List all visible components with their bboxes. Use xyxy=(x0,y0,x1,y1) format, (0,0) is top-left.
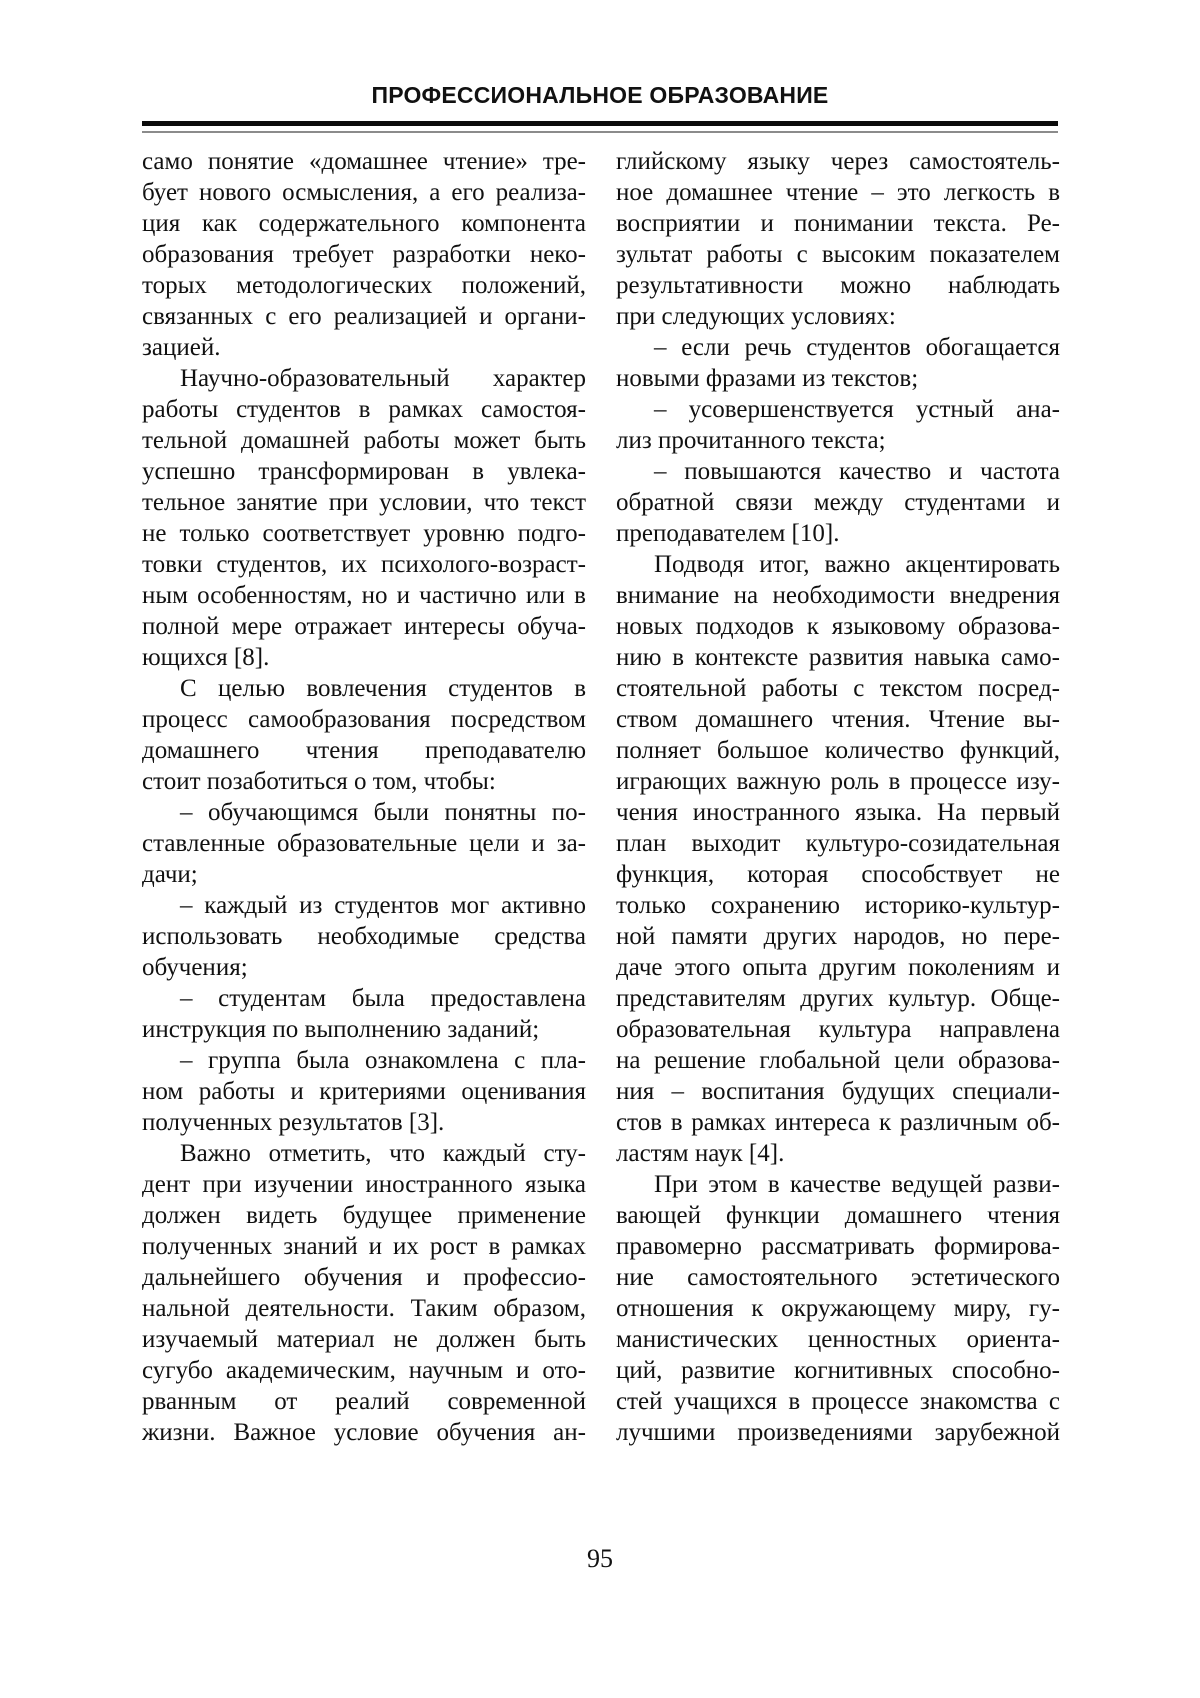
text-line: стей учащихся в процессе знакомства с xyxy=(616,1388,1060,1415)
text-line: использовать необходимые средства xyxy=(142,923,586,950)
text-line: должен видеть будущее применение xyxy=(142,1202,586,1229)
text-line: обучения; xyxy=(142,954,248,981)
text-line: план выходит культуро-созидательная xyxy=(616,830,1060,857)
text-line: – студентам была предоставлена xyxy=(180,985,586,1012)
page-header-title: ПРОФЕССИОНАЛЬНОЕ ОБРАЗОВАНИЕ xyxy=(371,82,829,108)
text-line: правомерно рассматривать формирова- xyxy=(616,1233,1060,1260)
text-line: полняет большое количество функций, xyxy=(616,737,1060,764)
text-line: бует нового осмысления, а его реализа- xyxy=(142,179,586,206)
text-line: само понятие «домашнее чтение» тре- xyxy=(142,148,586,175)
text-line: отношения к окружающему миру, гу- xyxy=(616,1295,1060,1322)
paragraph xyxy=(616,549,1060,1169)
text-line: – повышаются качество и частота xyxy=(654,458,1060,485)
text-line: нальной деятельности. Таким образом, xyxy=(142,1295,586,1322)
text-line: – обучающимся были понятны по- xyxy=(180,799,586,826)
text-line: ластям наук [4]. xyxy=(616,1140,785,1167)
text-line: работы студентов в рамках самостоя- xyxy=(142,396,586,423)
header-rule-thin-line xyxy=(142,131,1058,133)
paragraph xyxy=(142,363,586,673)
paragraph xyxy=(142,146,586,363)
text-line: связанных с его реализацией и органи- xyxy=(142,303,586,330)
text-line: полной мере отражает интересы обуча- xyxy=(142,613,586,640)
text-line: ния – воспитания будущих специали- xyxy=(616,1078,1060,1105)
text-line: стов в рамках интереса к различным об- xyxy=(616,1109,1060,1136)
text-line: образования требует разработки неко- xyxy=(142,241,586,268)
header-rule xyxy=(142,121,1058,133)
text-line: зацией. xyxy=(142,334,221,361)
page-number: 95 xyxy=(587,1544,613,1573)
text-line: успешно трансформирован в увлека- xyxy=(142,458,586,485)
paragraph xyxy=(142,890,586,983)
text-line: ставленные образовательные цели и за- xyxy=(142,830,586,857)
text-line: преподавателем [10]. xyxy=(616,520,840,547)
text-line: торых методологических положений, xyxy=(142,272,586,299)
paragraph xyxy=(142,673,586,797)
text-line: лиз прочитанного текста; xyxy=(616,427,886,454)
text-line: жизни. Важное условие обучения ан- xyxy=(142,1419,586,1446)
text-line: на решение глобальной цели образова- xyxy=(616,1047,1060,1074)
text-line: тельной домашней работы может быть xyxy=(142,427,586,454)
text-line: дальнейшего обучения и профессио- xyxy=(142,1264,586,1291)
text-line: результативности можно наблюдать xyxy=(616,272,1060,299)
paragraph xyxy=(616,394,1060,456)
text-line: инструкция по выполнению заданий; xyxy=(142,1016,540,1043)
text-line: товки студентов, их психолого-возраст- xyxy=(142,551,586,578)
text-line: образовательная культура направлена xyxy=(616,1016,1060,1043)
text-line: ном работы и критериями оценивания xyxy=(142,1078,586,1105)
text-line: – каждый из студентов мог активно xyxy=(180,892,586,919)
text-line: полученных знаний и их рост в рамках xyxy=(142,1233,586,1260)
text-line: изучаемый материал не должен быть xyxy=(142,1326,586,1353)
text-line: обратной связи между студентами и xyxy=(616,489,1060,516)
text-line: зультат работы с высоким показателем xyxy=(616,241,1060,268)
text-line: процесс самообразования посредством xyxy=(142,706,586,733)
paragraph xyxy=(142,1138,586,1448)
text-line: только сохранению историко-культур- xyxy=(616,892,1060,919)
text-line: Подводя итог, важно акцентировать xyxy=(654,551,1060,578)
paragraph xyxy=(616,1169,1060,1448)
text-line: ций, развитие когнитивных способно- xyxy=(616,1357,1060,1384)
text-line: стоятельной работы с текстом посред- xyxy=(616,675,1060,702)
text-line: При этом в качестве ведущей разви- xyxy=(654,1171,1060,1198)
text-line: ние самостоятельного эстетического xyxy=(616,1264,1060,1291)
text-line: манистических ценностных ориента- xyxy=(616,1326,1060,1353)
paragraph xyxy=(616,332,1060,394)
text-line: сугубо академическим, научным и ото- xyxy=(142,1357,586,1384)
text-line: – усовершенствуется устный ана- xyxy=(654,396,1060,423)
paragraph xyxy=(142,983,586,1045)
text-line: даче этого опыта другим поколениям и xyxy=(616,954,1060,981)
text-line: дачи; xyxy=(142,861,198,888)
text-line: рванным от реалий современной xyxy=(142,1388,586,1415)
paragraph xyxy=(142,1045,586,1138)
text-line: ной памяти других народов, но пере- xyxy=(616,923,1060,950)
text-line: представителям других культур. Обще- xyxy=(616,985,1060,1012)
text-line: домашнего чтения преподавателю xyxy=(142,737,586,764)
text-line: внимание на необходимости внедрения xyxy=(616,582,1060,609)
text-line: при следующих условиях: xyxy=(616,303,896,330)
text-line: новыми фразами из текстов; xyxy=(616,365,919,392)
paragraph xyxy=(616,146,1060,332)
text-column-left xyxy=(142,146,586,1448)
text-line: функция, которая способствует не xyxy=(616,861,1060,888)
text-line: ным особенностям, но и частично или в xyxy=(142,582,586,609)
text-line: чения иностранного языка. На первый xyxy=(616,799,1060,826)
text-line: ное домашнее чтение – это легкость в xyxy=(616,179,1060,206)
text-line: Научно-образовательный характер xyxy=(180,365,586,392)
text-line: вающей функции домашнего чтения xyxy=(616,1202,1060,1229)
paragraph xyxy=(142,797,586,890)
text-line: полученных результатов [3]. xyxy=(142,1109,445,1136)
text-line: новых подходов к языковому образова- xyxy=(616,613,1060,640)
text-line: ством домашнего чтения. Чтение вы- xyxy=(616,706,1060,733)
text-line: стоит позаботиться о том, чтобы: xyxy=(142,768,496,795)
text-line: ющихся [8]. xyxy=(142,644,270,671)
text-line: глийскому языку через самостоятель- xyxy=(616,148,1060,175)
text-line: ция как содержательного компонента xyxy=(142,210,586,237)
text-line: дент при изучении иностранного языка xyxy=(142,1171,586,1198)
text-line: нию в контексте развития навыка само- xyxy=(616,644,1060,671)
text-column-right xyxy=(616,146,1060,1448)
text-line: не только соответствует уровню подго- xyxy=(142,520,586,547)
text-line: восприятии и понимании текста. Ре- xyxy=(616,210,1060,237)
header-rule-thick-line xyxy=(142,121,1058,126)
paragraph xyxy=(616,456,1060,549)
text-line: тельное занятие при условии, что текст xyxy=(142,489,586,516)
text-line: – если речь студентов обогащается xyxy=(654,334,1060,361)
text-line: играющих важную роль в процессе изу- xyxy=(616,768,1060,795)
text-line: С целью вовлечения студентов в xyxy=(180,675,586,702)
text-line: Важно отметить, что каждый сту- xyxy=(180,1140,586,1167)
text-line: лучшими произведениями зарубежной xyxy=(616,1419,1060,1446)
text-line: – группа была ознакомлена с пла- xyxy=(180,1047,586,1074)
